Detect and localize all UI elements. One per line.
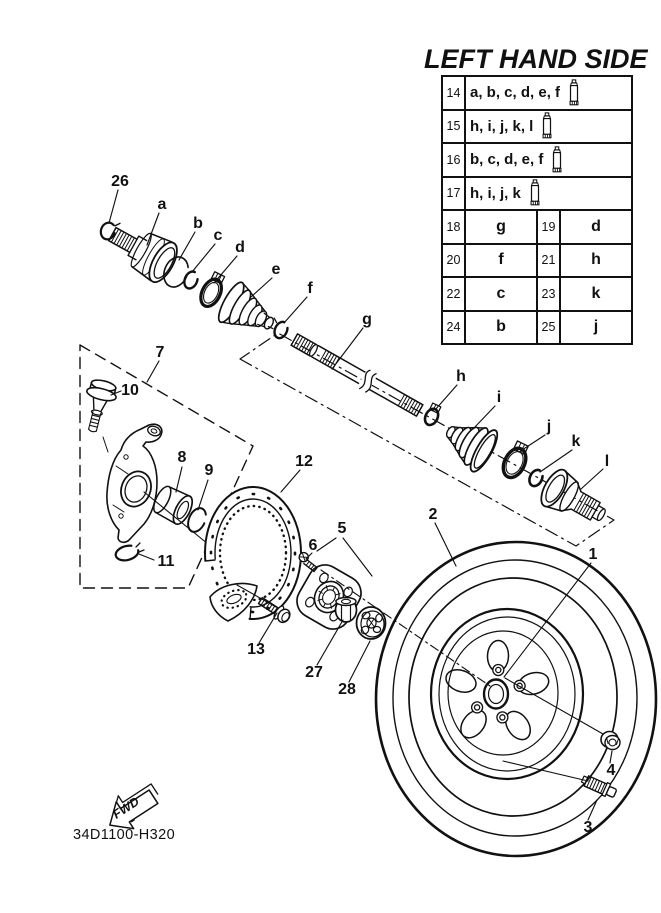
callout-label-13: 13: [247, 641, 265, 658]
callout-label-b: b: [193, 215, 203, 232]
callout-label-h: h: [456, 368, 466, 385]
callout-label-g: g: [362, 311, 372, 328]
grease-tube-icon: [550, 146, 564, 174]
ref-number: 20: [442, 244, 465, 278]
callout-label-3: 3: [583, 819, 593, 836]
part-code: 34D1100-H320: [73, 827, 176, 843]
callout-label-7: 7: [155, 344, 165, 361]
callout-label-j: j: [546, 418, 552, 435]
callout-label-28: 28: [338, 681, 356, 698]
callout-label-4: 4: [606, 762, 616, 779]
table-row: [442, 210, 632, 244]
center-bore: [484, 680, 508, 709]
callout-label-12: 12: [295, 453, 313, 470]
ball-joint-10: [78, 377, 120, 435]
ref-letters: h, i, j, k, l: [470, 117, 534, 135]
ref-letter: b: [465, 311, 537, 345]
ref-letter: k: [560, 277, 632, 311]
page-title: LEFT HAND SIDE: [424, 44, 648, 74]
ref-letters: b, c, d, e, f: [470, 151, 544, 169]
ref-letter: f: [465, 244, 537, 278]
table-row: [442, 311, 632, 345]
table-row: [442, 76, 632, 110]
fwd-label: FWD: [110, 794, 142, 822]
ref-number: 25: [537, 311, 560, 345]
snap-ring-c: [182, 270, 200, 291]
brake-disc-guard-12: [205, 487, 301, 621]
callout-label-l: l: [604, 453, 610, 470]
ref-letter: c: [465, 277, 537, 311]
ref-number: 24: [442, 311, 465, 345]
ref-number: 18: [442, 210, 465, 244]
callout-label-e: e: [271, 261, 281, 278]
table-row: [442, 244, 632, 278]
driveshaft-group-dashdot-box: [240, 333, 614, 546]
callout-label-2: 2: [428, 506, 438, 523]
callout-label-8: 8: [177, 449, 187, 466]
grease-tube-icon: [540, 112, 554, 140]
grease-tube-icon: [567, 79, 581, 107]
callout-label-27: 27: [305, 664, 323, 681]
tire: [376, 542, 656, 856]
ref-number: 19: [537, 210, 560, 244]
callout-label-9: 9: [204, 462, 214, 479]
callout-label-10: 10: [121, 382, 139, 399]
callout-label-i: i: [496, 389, 502, 406]
cv-boot-i: [436, 410, 502, 475]
ref-number: 21: [537, 244, 560, 278]
ref-letters: a, b, c, d, e, f: [470, 84, 561, 102]
ref-number: 22: [442, 277, 465, 311]
callout-label-d: d: [235, 239, 245, 256]
circlip-11: [114, 543, 144, 563]
table-row: [442, 110, 632, 144]
callout-label-5: 5: [337, 520, 347, 537]
callout-label-c: c: [213, 227, 223, 244]
table-row: [442, 277, 632, 311]
cv-boot-e: [214, 279, 283, 344]
ref-number: 17: [442, 177, 465, 211]
table-row: [442, 177, 632, 211]
callout-label-26: 26: [111, 173, 129, 190]
axle-shaft-g: [289, 330, 425, 419]
callout-label-6: 6: [308, 537, 318, 554]
ball-joint-stud-line: [103, 437, 108, 452]
ref-letters: h, i, j, k: [470, 184, 521, 202]
ref-letter: j: [560, 311, 632, 345]
ref-number: 14: [442, 76, 465, 110]
table-row: [442, 143, 632, 177]
front-wheel: [376, 542, 656, 856]
callout-label-1: 1: [588, 546, 598, 563]
reference-table: [441, 75, 633, 345]
callout-label-a: a: [157, 196, 167, 213]
callout-label-k: k: [571, 433, 581, 450]
callout-label-11: 11: [157, 553, 175, 570]
ref-letter: g: [465, 210, 537, 244]
ref-number: 15: [442, 110, 465, 144]
steering-knuckle: [107, 424, 162, 542]
cv-joint-outer-l: [536, 466, 614, 534]
ref-letter: d: [560, 210, 632, 244]
ref-number: 23: [537, 277, 560, 311]
ref-letter: h: [560, 244, 632, 278]
axle-nut-27: [336, 598, 357, 623]
hub-cap-28: [357, 607, 386, 639]
grease-tube-icon: [528, 179, 542, 207]
callout-label-f: f: [307, 280, 313, 297]
ref-number: 16: [442, 143, 465, 177]
